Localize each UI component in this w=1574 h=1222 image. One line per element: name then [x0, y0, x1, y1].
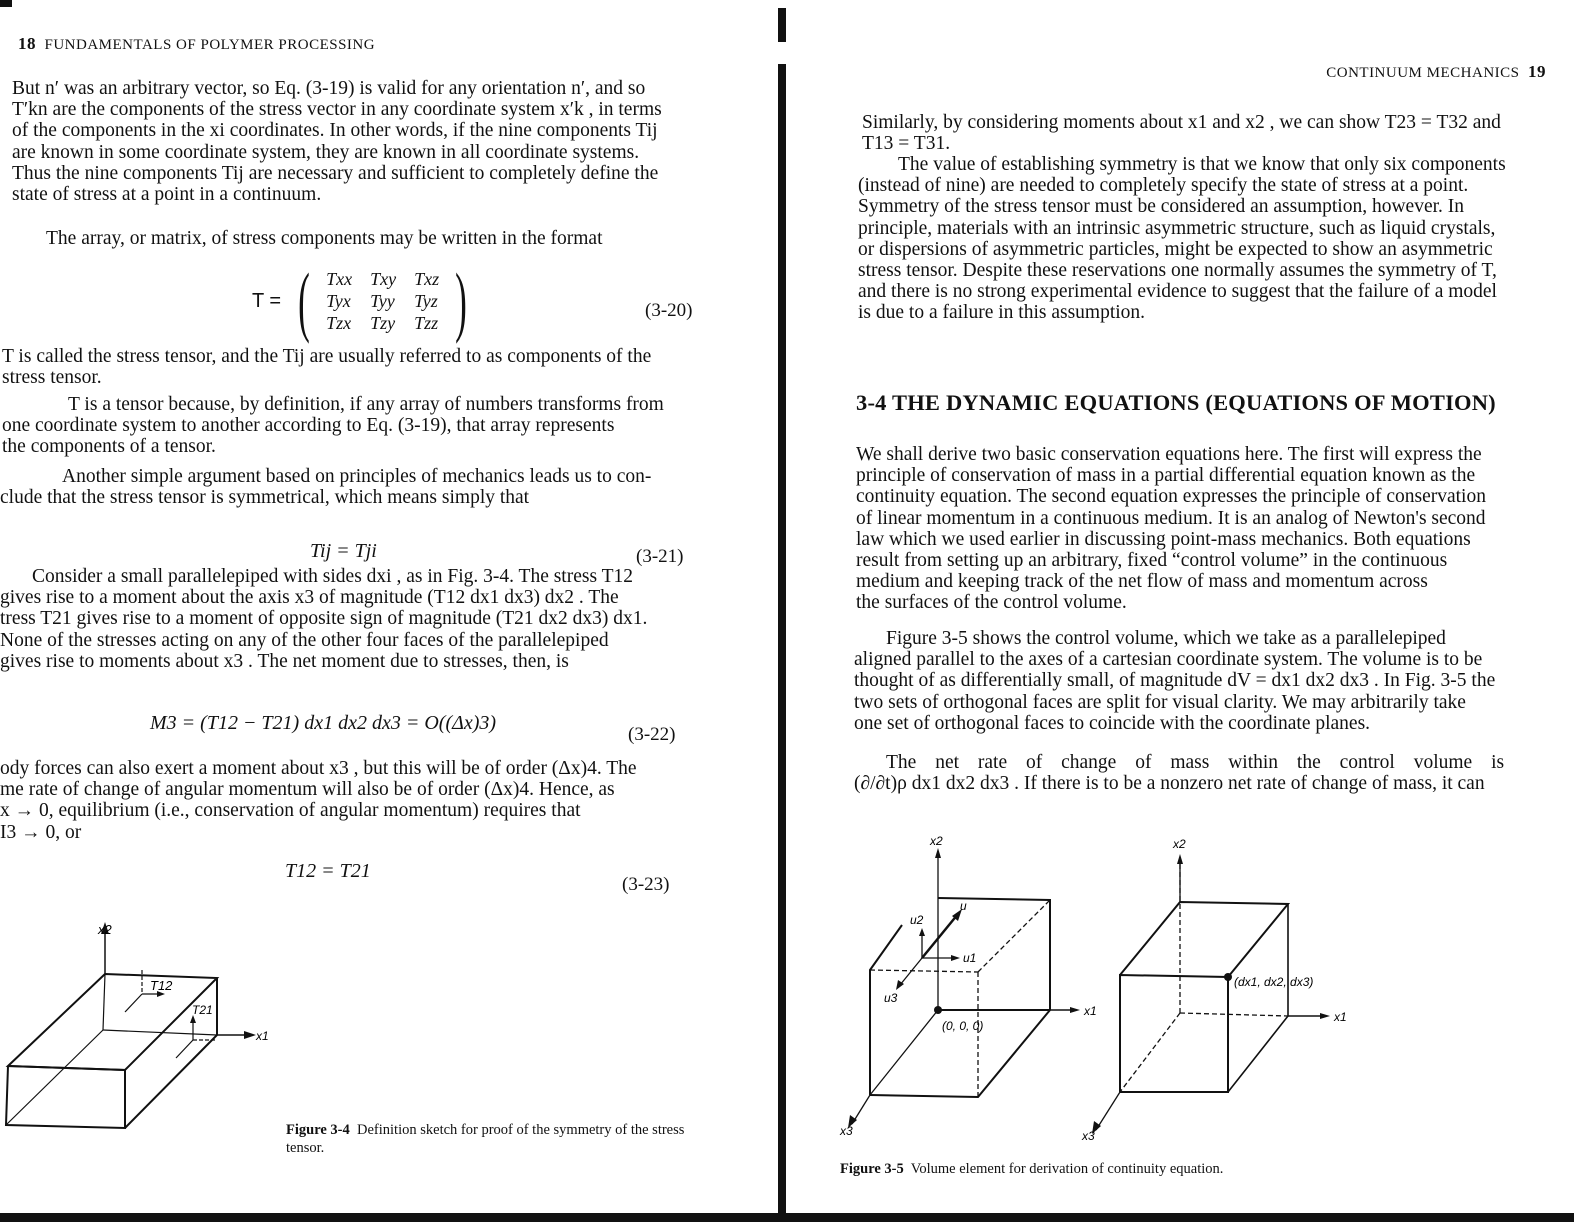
matrix-cell: Tzx	[326, 313, 352, 333]
text-line: clude that the stress tensor is symmetrical, which means simply that	[0, 487, 530, 509]
gutter-gap	[776, 42, 790, 64]
origin-label: (0, 0, 0)	[942, 1019, 984, 1033]
cube-hidden-edge	[1120, 1013, 1180, 1092]
text-line: T is a tensor because, by definition, if any array of numbers transforms from	[68, 394, 664, 415]
text-line: But n′ was an arbitrary vector, so Eq. (3-19) is valid for any orientation n′, and so	[12, 78, 646, 99]
text-line: of linear momentum in a continuous medium. It is an analog of Newton's second	[856, 507, 1486, 529]
matrix-cell: Tzz	[414, 313, 439, 333]
text-line: T is called the stress tensor, and the Tij are usually referred to as components of the	[2, 346, 652, 367]
corner-label: (dx1, dx2, dx3)	[1234, 975, 1314, 989]
u2-label: u2	[910, 913, 924, 927]
paragraph	[46, 228, 706, 249]
x3-label: x3	[1082, 1129, 1095, 1140]
x1-label: x1	[1334, 1010, 1347, 1024]
x3-axis-right	[1096, 1092, 1120, 1130]
box-front-face	[6, 1066, 125, 1128]
text-line: is due to a failure in this assumption.	[858, 302, 1146, 324]
equation-3-21: Tij = Tji	[310, 540, 377, 562]
matrix-cell: Txy	[370, 269, 397, 289]
paragraph	[0, 466, 690, 508]
running-head-title: FUNDAMENTALS OF POLYMER PROCESSING	[44, 37, 376, 53]
x1-label: x1	[256, 1029, 269, 1043]
corner-point	[1224, 973, 1232, 981]
caption-label: Figure 3-4	[286, 1122, 350, 1138]
running-head-title: CONTINUUM MECHANICS	[1326, 65, 1520, 81]
arrowhead-icon	[1320, 1013, 1330, 1019]
caption-text: Definition sketch for proof of the symmetry of the stress tensor.	[286, 1122, 685, 1156]
text-line: Thus the nine components Tij are necessary and sufficient to completely define the	[12, 162, 659, 184]
box-edge-hidden	[103, 974, 105, 1030]
matrix-cell: Txx	[326, 269, 353, 289]
matrix-cell: Txz	[414, 269, 440, 289]
text-line: ody forces can also exert a moment about x3 , but this will be of order (Δx)4. The	[0, 758, 637, 779]
text-line: I3 → 0, or	[0, 821, 82, 843]
figure-3-5-caption	[840, 1160, 1440, 1178]
text-line: stress tensor. Despite these reservations one normally assumes the symmetry of T,	[858, 260, 1497, 282]
paragraph	[858, 154, 1548, 324]
equation-number: (3-21)	[636, 546, 684, 567]
page-number: 19	[1528, 62, 1546, 81]
u-arrow	[922, 914, 958, 958]
arrowhead-icon	[935, 848, 941, 858]
matrix-label: T =	[252, 289, 282, 312]
text-line: one coordinate system to another according to Eq. (3-19), that array represents	[2, 415, 615, 437]
matrix-cell: Tyx	[326, 291, 351, 311]
paragraph	[862, 112, 1552, 154]
cube-hidden-edge	[978, 900, 1050, 972]
text-line: medium and keeping track of the net flow of mass and momentum across	[856, 571, 1428, 593]
cube-front-face	[1120, 975, 1228, 1092]
stress-tensor-matrix	[252, 257, 474, 344]
running-head-left	[18, 34, 375, 54]
text-line: two sets of orthogonal faces are split for visual clarity. We may arbitrarily take	[854, 691, 1466, 713]
text-line: gives rise to a moment about the axis x3 of magnitude (T12 dx1 dx3) dx2 . The	[0, 587, 619, 609]
cube-hidden-edge	[870, 970, 978, 972]
running-head-right	[1326, 62, 1546, 82]
x2-label: x2	[1173, 837, 1186, 851]
text-line: None of the stresses acting on any of the other four faces of the parallelepiped	[0, 629, 609, 651]
paragraph	[2, 394, 692, 458]
text-line: gives rise to moments about x3 . The net moment due to stresses, then, is	[0, 650, 569, 672]
text-line: or dispersions of asymmetric particles, might be expected to show an asymmetric	[858, 238, 1493, 260]
text-line: are known in some coordinate system, they are known in all coordinate systems.	[12, 141, 640, 163]
cube-hidden-edge	[1180, 1013, 1288, 1016]
text-line: Figure 3-5 shows the control volume, which we take as a parallelepiped	[886, 628, 1446, 649]
paragraph	[2, 346, 692, 388]
box-top-face	[8, 974, 217, 1070]
matrix-cell: Tzy	[370, 313, 396, 333]
arrowhead-icon	[1177, 854, 1183, 864]
right-paren: )	[455, 257, 467, 344]
t21-label: T21	[192, 1003, 213, 1017]
text-line: We shall derive two basic conservation equations here. The first will express the	[856, 444, 1482, 465]
text-line: The net rate of change of mass within the control volume is	[886, 752, 1505, 773]
text-line: Symmetry of the stress tensor must be considered an assumption, however. In	[858, 196, 1465, 218]
text-line: and there is no strong experimental evidence to suggest that the failure of a model	[858, 281, 1497, 303]
u-label: u	[960, 899, 967, 913]
text-line: thought of as differentially small, of magnitude dV = dx1 dx2 dx3 . In Fig. 3-5 the	[854, 670, 1496, 692]
text-line: (instead of nine) are needed to completely specify the state of stress at a point.	[858, 175, 1469, 197]
book-gutter	[778, 8, 786, 1213]
arrowhead-icon	[1070, 1007, 1080, 1013]
section-heading: 3-4 THE DYNAMIC EQUATIONS (EQUATIONS OF MOTION)	[856, 390, 1496, 415]
equation-number: (3-22)	[628, 724, 676, 745]
origin-point	[934, 1006, 942, 1014]
x3-label: x3	[840, 1124, 853, 1138]
matrix-cell: Tyz	[414, 291, 438, 311]
text-line: of the components in the xi coordinates. In other words, if the nine components Tij	[12, 120, 658, 142]
x1-label: x1	[1084, 1004, 1097, 1018]
caption-text: Volume element for derivation of continuity equation.	[910, 1161, 1224, 1177]
arrowhead-icon	[244, 1031, 256, 1039]
text-line: The value of establishing symmetry is that we know that only six components	[898, 154, 1506, 175]
text-line: one set of orthogonal faces to coincide with the coordinate planes.	[854, 712, 1371, 734]
equation-3-23: T12 = T21	[285, 860, 371, 882]
caption-label: Figure 3-5	[840, 1161, 904, 1177]
cube-left-edge	[870, 925, 902, 1095]
t21-guide	[176, 1040, 193, 1058]
paragraph	[854, 628, 1544, 734]
equation-3-22: M3 = (T12 − T21) dx1 dx2 dx3 = O((Δx)3)	[150, 712, 497, 734]
text-line: law which we used earlier in discussing point-mass mechanics. Both equations	[856, 528, 1471, 550]
equation-number: (3-23)	[622, 874, 670, 895]
text-line: (∂/∂t)ρ dx1 dx2 dx3 . If there is to be a nonzero net rate of change of mass, it can	[854, 773, 1485, 795]
equation-number: (3-20)	[645, 300, 693, 321]
paragraph	[0, 566, 690, 672]
text-line: tress T21 gives rise to a moment of opposite sign of magnitude (T21 dx2 dx3) dx1.	[0, 608, 648, 630]
scan-bottom-edge	[0, 1213, 1574, 1222]
right-page	[800, 0, 1574, 1222]
figure-3-4-diagram	[0, 910, 280, 1130]
text-line: principle, materials with an intrinsic asymmetric structure, such as liquid crystals,	[858, 217, 1496, 239]
matrix-table	[317, 268, 448, 334]
left-paren: (	[298, 257, 310, 344]
paragraph	[12, 78, 702, 205]
t12-guide	[125, 994, 142, 1012]
cube-top-face	[1120, 902, 1288, 977]
figure-3-4-caption	[286, 1121, 686, 1157]
box-edge	[125, 1035, 217, 1128]
text-line: x → 0, equilibrium (i.e., conservation of angular momentum) requires that	[0, 800, 581, 822]
paragraph	[0, 758, 690, 843]
x2-label: x2	[98, 922, 112, 937]
arrowhead-icon	[951, 955, 960, 961]
text-line: T′kn are the components of the stress vector in any coordinate system x′k , in terms	[12, 99, 662, 121]
paragraph	[856, 444, 1546, 614]
cube-edge	[870, 1010, 938, 1095]
page-number: 18	[18, 34, 36, 53]
text-line: principle of conservation of mass in a partial differential equation known as the	[856, 465, 1476, 487]
text-line: Another simple argument based on principles of mechanics leads us to con-	[62, 466, 652, 487]
u3-label: u3	[884, 991, 898, 1005]
cube-side-edges	[1228, 904, 1288, 1092]
paragraph	[854, 752, 1544, 794]
text-line: the components of a tensor.	[2, 436, 216, 458]
text-line: stress tensor.	[2, 367, 102, 389]
text-line: The array, or matrix, of stress components may be written in the format	[46, 228, 603, 249]
box-edge-hidden	[6, 1030, 103, 1125]
text-line: Consider a small parallelepiped with sides dxi , as in Fig. 3-4. The stress T12	[32, 566, 633, 587]
t12-label: T12	[150, 978, 173, 993]
text-line: me rate of change of angular momentum will also be of order (Δx)4. Hence, as	[0, 779, 615, 801]
text-line: Similarly, by considering moments about x1 and x2 , we can show T23 = T32 and	[862, 112, 1501, 133]
x2-label: x2	[930, 834, 943, 848]
text-line: the surfaces of the control volume.	[856, 592, 1127, 614]
text-line: result from setting up an arbitrary, fixed “control volume” in the continuous	[856, 550, 1448, 572]
text-line: continuity equation. The second equation expresses the principle of conservation	[856, 486, 1486, 508]
left-page	[0, 0, 760, 1222]
arrowhead-icon	[919, 928, 925, 936]
figure-3-5-diagram	[830, 830, 1410, 1140]
u1-label: u1	[963, 951, 977, 965]
text-line: state of stress at a point in a continuum.	[12, 184, 322, 206]
matrix-cell: Tyy	[370, 291, 395, 311]
text-line: aligned parallel to the axes of a cartesian coordinate system. The volume is to be	[854, 649, 1483, 671]
text-line: T13 = T31.	[862, 133, 951, 155]
